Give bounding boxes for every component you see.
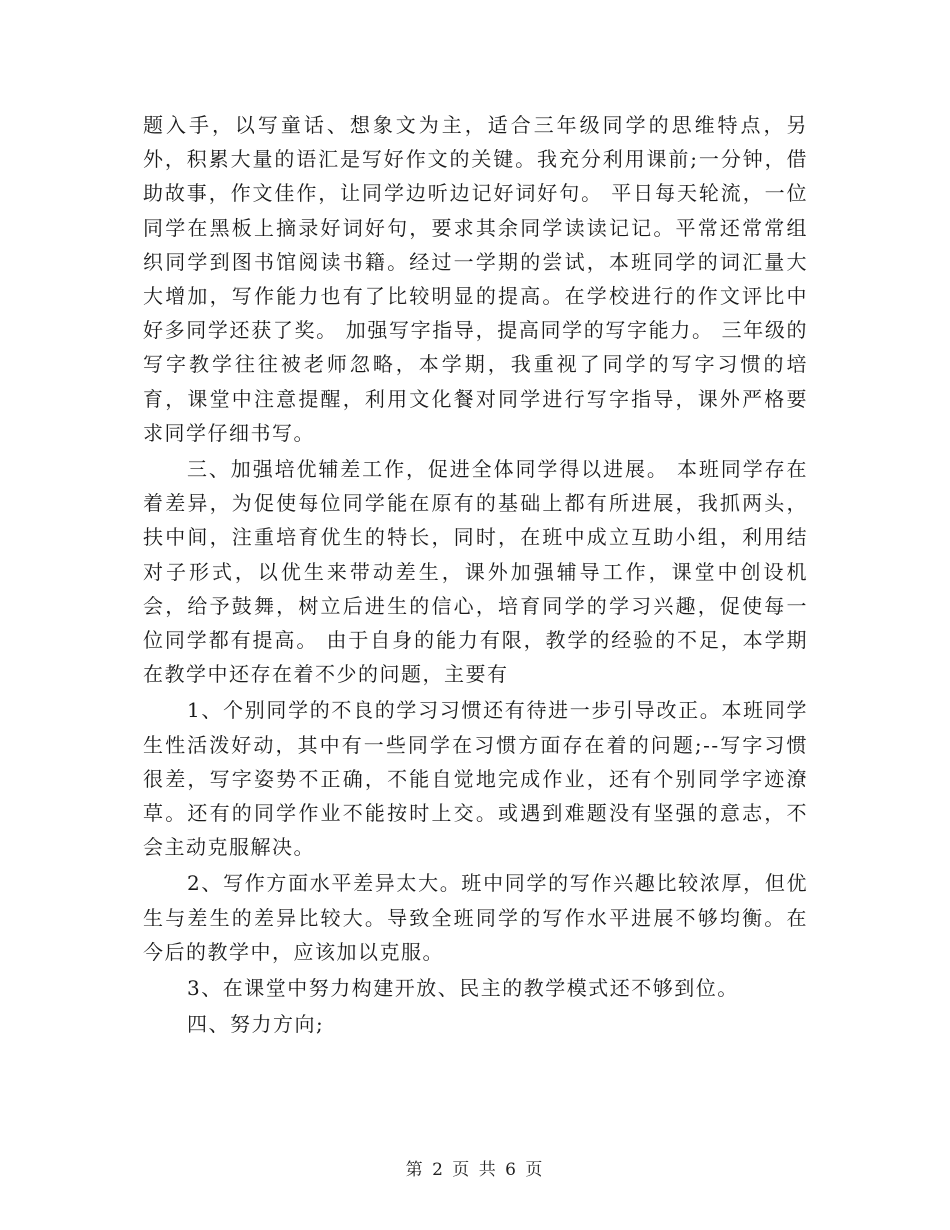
paragraph-4: 2、写作方面水平差异太大。班中同学的写作兴趣比较浓厚，但优生与差生的差异比较大。导致全班同学的写作水平进展不够均衡。在今后的教学中，应该加以克服。 — [143, 871, 808, 964]
paragraph-3: 1、个别同学的不良的学习习惯还有待进一步引导改正。本班同学生性活泼好动，其中有一些同学在习惯方面存在着的问题;--写字习惯很差，写字姿势不正确，不能自觉地完成作业，还有个别同学字迹潦草。还有的同学作业不能按时上交。或遇到难题没有坚强的意志，不会主动克服解决。 — [143, 698, 808, 860]
paragraph-5: 3、在课堂中努力构建开放、民主的教学模式还不够到位。 — [187, 976, 739, 1001]
document-body — [143, 108, 808, 1041]
paragraph-2: 三、加强培优辅差工作，促进全体同学得以进展。 本班同学存在着差异，为促使每位同学能在原有的基础上都有所进展，我抓两头，扶中间，注重培育优生的特长，同时，在班中成立互助小组，利用结对子形式，以优生来带动差生，课外加强辅导工作，课堂中创设机会，给予鼓舞，树立后进生的信心，培育同学的学习兴趣，促使每一位同学都有提高。 由于自身的能力有限，教学的经验的不足，本学期在教学中还存在着不少的问题，主要有 — [143, 457, 808, 687]
paragraph-1: 题入手，以写童话、想象文为主，适合三年级同学的思维特点，另外，积累大量的语汇是写好作文的关键。我充分利用课前;一分钟，借助故事，作文佳作，让同学边听边记好词好句。 平日每天轮流，一位同学在黑板上摘录好词好句，要求其余同学读读记记。平常还常常组织同学到图书馆阅读书籍。经过一学期的尝试，本班同学的词汇量大大增加，写作能力也有了比较明显的提高。在学校进行的作文评比中好多同学还获了奖。 加强写字指导，提高同学的写字能力。 三年级的写字教学往往被老师忽略，本学期，我重视了同学的写字习惯的培育，课堂中注意提醒，利用文化餐对同学进行写字指导，课外严格要求同学仔细书写。 — [143, 113, 808, 445]
paragraph-6: 四、努力方向; — [187, 1012, 325, 1037]
page-number-footer: 第 2 页 共 6 页 — [405, 1160, 545, 1180]
